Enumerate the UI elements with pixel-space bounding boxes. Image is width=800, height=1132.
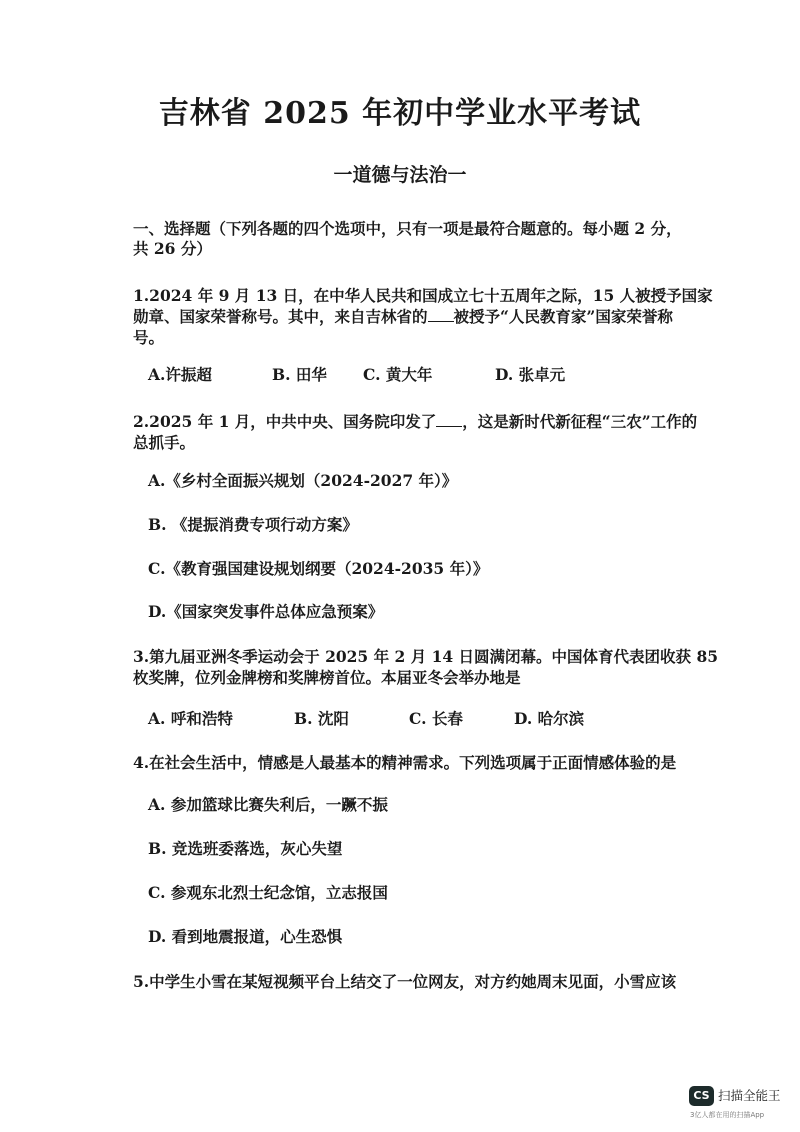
q2-option-d: D.《国家突发事件总体应急预案》 <box>148 602 384 621</box>
q4-option-a: A. 参加篮球比赛失利后，一蹶不振 <box>148 795 388 814</box>
q3-option-b: B. 沈阳 <box>294 709 349 728</box>
q1-stem-line-1: 1.2024 年 9 月 13 日，在中华人民共和国成立七十五周年之际，15 人被授予国家 <box>133 286 713 305</box>
camscanner-logo-icon: CS <box>689 1086 714 1106</box>
section-instruction-line-1: 一、选择题（下列各题的四个选项中，只有一项是最符合题意的。每小题 2 分， <box>133 219 682 238</box>
q4-stem-line-1: 4.在社会生活中，情感是人最基本的精神需求。下列选项属于正面情感体验的是 <box>133 753 677 772</box>
q2-stem-text-b: ，这是新时代新征程“三农”工作的 <box>462 412 698 431</box>
q2-stem-line-2: 总抓手。 <box>133 433 196 452</box>
q2-stem-text-a: 2.2025 年 1 月，中共中央、国务院印发了 <box>133 412 437 431</box>
q4-option-b: B. 竞选班委落选，灰心失望 <box>148 839 343 858</box>
camscanner-name: 扫描全能王 <box>718 1088 781 1103</box>
q4-option-c: C. 参观东北烈士纪念馆，立志报国 <box>148 883 388 902</box>
q1-stem-text-a: 勋章、国家荣誉称号。其中，来自吉林省的 <box>133 307 428 326</box>
q3-stem-line-1: 3.第九届亚洲冬季运动会于 2025 年 2 月 14 日圆满闭幕。中国体育代表团收获 85 <box>133 647 719 666</box>
q1-stem-line-3: 号。 <box>133 328 165 347</box>
camscanner-tagline: 3亿人都在用的扫描App <box>690 1111 765 1119</box>
q2-option-a: A.《乡村全面振兴规划（2024-2027 年）》 <box>148 471 458 490</box>
section-instruction-line-2: 共 26 分） <box>133 239 212 258</box>
q3-stem-line-2: 枚奖牌，位列金牌榜和奖牌榜首位。本届亚冬会举办地是 <box>133 668 521 687</box>
subject-title: 一道德与法治一 <box>333 164 467 186</box>
q1-option-a: A.许振超 <box>148 365 212 384</box>
q5-stem-line-1: 5.中学生小雪在某短视频平台上结交了一位网友，对方约她周末见面，小雪应该 <box>133 972 677 991</box>
q2-option-c: C.《教育强国建设规划纲要（2024-2035 年）》 <box>148 559 489 578</box>
q1-stem-text-b: 被授予“人民教育家”国家荣誉称 <box>453 307 673 326</box>
q1-option-d: D. 张卓元 <box>495 365 566 384</box>
q3-option-a: A. 呼和浩特 <box>148 709 233 728</box>
q2-answer-blank <box>436 410 462 427</box>
q3-option-c: C. 长春 <box>409 709 463 728</box>
q1-option-b: B. 田华 <box>272 365 327 384</box>
q1-answer-blank <box>428 305 454 322</box>
exam-title: 吉林省 2025 年初中学业水平考试 <box>158 96 642 131</box>
q1-option-c: C. 黄大年 <box>363 365 433 384</box>
q2-option-b: B. 《提振消费专项行动方案》 <box>148 515 358 534</box>
q4-option-d: D. 看到地震报道，心生恐惧 <box>148 927 343 946</box>
q3-option-d: D. 哈尔滨 <box>514 709 585 728</box>
